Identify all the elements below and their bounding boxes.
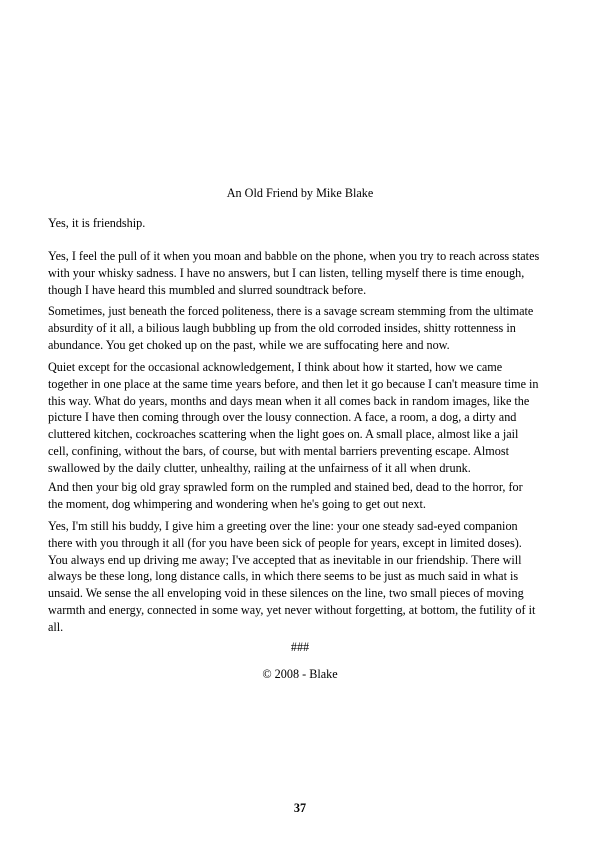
- paragraph-4: Quiet except for the occasional acknowledgement, I think about how it started, how we came together in one place at the same time years before, and then let it go because I can't measure time in this way. What do years, months and days mean when it all comes back in random images, like the picture I have then coming through over the lousy connection. A face, a room, a dog, a dirty and cluttered kitchen, cockroaches scattering when the light goes on. A small place, almost like a jail cell, confining, without the bars, of course, but with mental barriers preventing escape. Almost swallowed by the daily clutter, unhealthy, railing at the unfairness of it all when drunk.: [48, 360, 539, 475]
- paragraph-6: Yes, I'm still his buddy, I give him a greeting over the line: your one steady sad-eyed companion there with you through it all (for you have been sick of people for years, except in limited doses). You always end up driving me away; I've accepted that as inevitable in our friendship. There will always be these long, long distance calls, in which there seems to be just as much said in what is unsaid. We sense the all enveloping void in these silences on the line, two small pieces of moving warmth and energy, connected in some way, yet never without forgetting, at bottom, the futility of it all.: [48, 519, 536, 634]
- paragraph-1: Yes, it is friendship.: [48, 216, 146, 230]
- section-separator: ###: [290, 640, 310, 654]
- paragraph-2: Yes, I feel the pull of it when you moan and babble on the phone, when you try to reach across states with your whisky sadness. I have no answers, but I can listen, telling myself there is time enough, though I have heard this mumbled and slurred soundtrack before.: [48, 249, 540, 297]
- document-title: An Old Friend by Mike Blake: [226, 186, 374, 200]
- paragraph-5: And then your big old gray sprawled form on the rumpled and stained bed, dead to the horror, for the moment, dog whimpering and wondering when he's going to get out next.: [48, 480, 523, 511]
- paragraph-3: Sometimes, just beneath the forced politeness, there is a savage scream stemming from the ultimate absurdity of it all, a bilious laugh bubbling up from the old corroded insides, shitty rottenness in abundance. You get choked up on the past, while we are suffocating here and now.: [48, 304, 534, 352]
- copyright-line: © 2008 - Blake: [262, 667, 338, 681]
- page-number: 37: [293, 801, 307, 815]
